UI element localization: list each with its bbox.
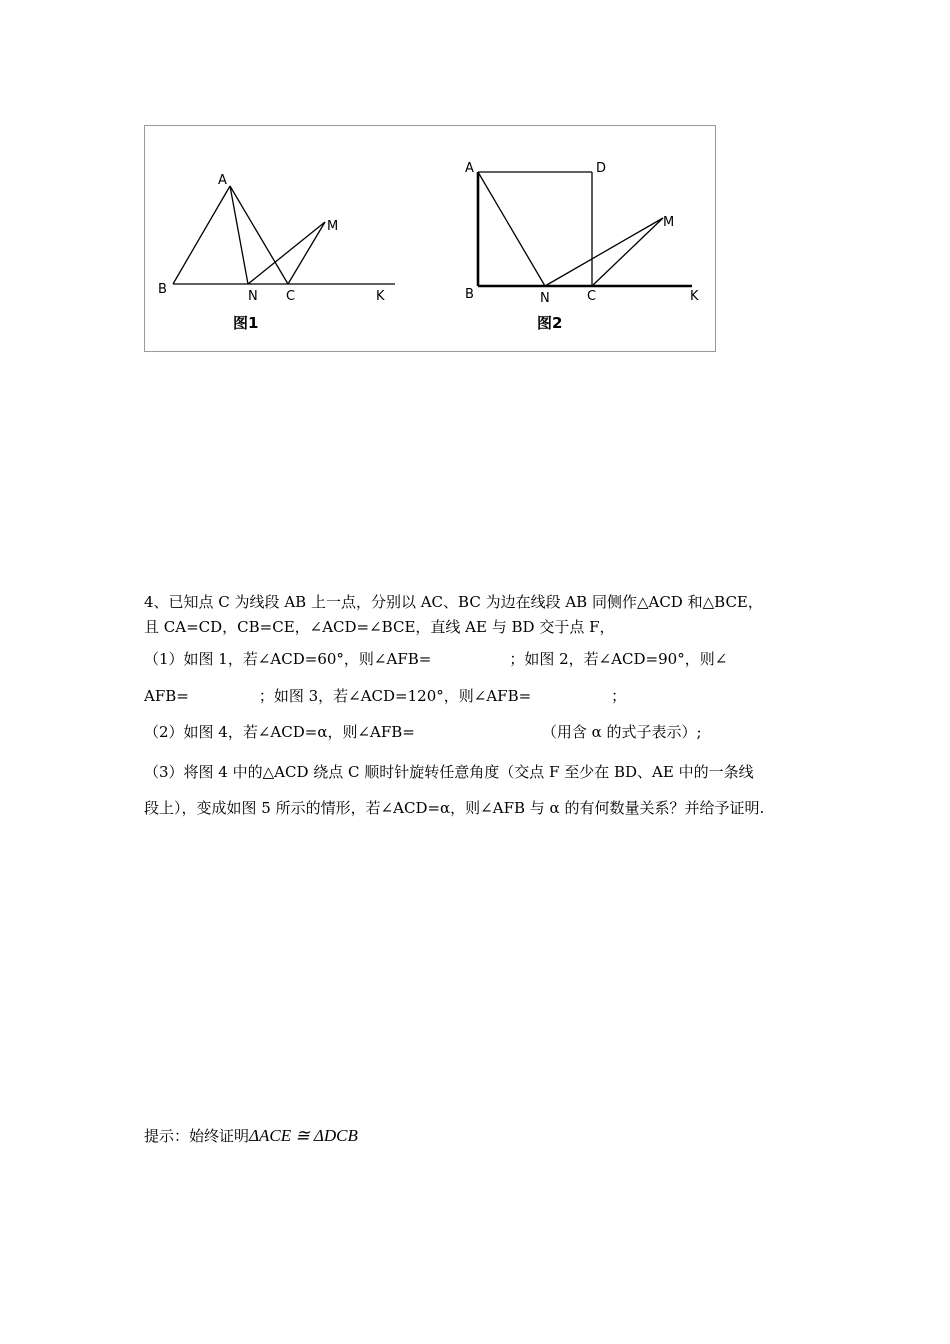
fig2-segment-nm — [545, 218, 663, 286]
question-1-part-c: AFB= — [144, 687, 189, 705]
figure-panel — [144, 125, 716, 352]
fig2-label-b: B — [465, 287, 474, 302]
fig1-label-n: N — [248, 289, 258, 304]
hint-line — [144, 1126, 358, 1146]
question-2-line — [144, 722, 702, 742]
question-1-part-b: ；如图 2，若∠ACD=90°，则∠ — [509, 650, 728, 668]
fig1-label-b: B — [158, 282, 167, 297]
fig2-segment-cm — [592, 218, 663, 286]
fig2-label-n: N — [540, 291, 550, 306]
fig2-segment-an — [478, 172, 545, 286]
figure-1 — [173, 186, 395, 284]
question-1-line-1 — [144, 649, 727, 669]
question-2-part-b: （用含 α 的式子表示）; — [541, 723, 702, 741]
fig1-segment-cm — [288, 222, 325, 284]
fig1-segment-ab — [173, 186, 230, 284]
question-1-part-e: ； — [611, 687, 627, 705]
fig1-label-a: A — [218, 173, 227, 188]
fig1-label-k: K — [376, 289, 385, 304]
question-3-line-1: （3）将图 4 中的△ACD 绕点 C 顺时针旋转任意角度（交点 F 至少在 BD、AE 中的一条线 — [144, 763, 754, 781]
question-1-part-a: （1）如图 1，若∠ACD=60°，则∠AFB= — [144, 650, 432, 668]
hint-label: 提示：始终证明 — [144, 1127, 250, 1145]
geometry-figures — [145, 126, 717, 353]
problem-stem-line-1: 4、已知点 C 为线段 AB 上一点，分别以 AC、BC 为边在线段 AB 同侧作△ACD 和△BCE， — [144, 593, 763, 611]
fig1-segment-nm — [248, 222, 325, 284]
fig2-caption: 图2 — [537, 314, 563, 332]
fig1-label-m: M — [327, 219, 339, 234]
fig2-label-k: K — [690, 289, 699, 304]
figure-2 — [478, 172, 692, 286]
question-1-part-d: ；如图 3，若∠ACD=120°，则∠AFB= — [258, 687, 532, 705]
question-3-line-2: 段上），变成如图 5 所示的情形，若∠ACD=α，则∠AFB 与 α 的有何数量关系？并给予证明. — [144, 799, 765, 817]
question-2-part-a: （2）如图 4，若∠ACD=α，则∠AFB= — [144, 723, 415, 741]
fig2-label-m: M — [663, 215, 675, 230]
fig2-label-a: A — [465, 161, 474, 176]
fig1-label-c: C — [286, 289, 296, 304]
problem-stem-line-2: 且 CA=CD，CB=CE，∠ACD=∠BCE，直线 AE 与 BD 交于点 F， — [144, 618, 615, 636]
fig2-label-d: D — [596, 161, 607, 176]
fig2-label-c: C — [587, 289, 597, 304]
fig1-caption: 图1 — [233, 314, 259, 332]
question-1-line-2 — [144, 686, 626, 706]
hint-formula: ΔACE ≅ ΔDCB — [249, 1126, 358, 1145]
